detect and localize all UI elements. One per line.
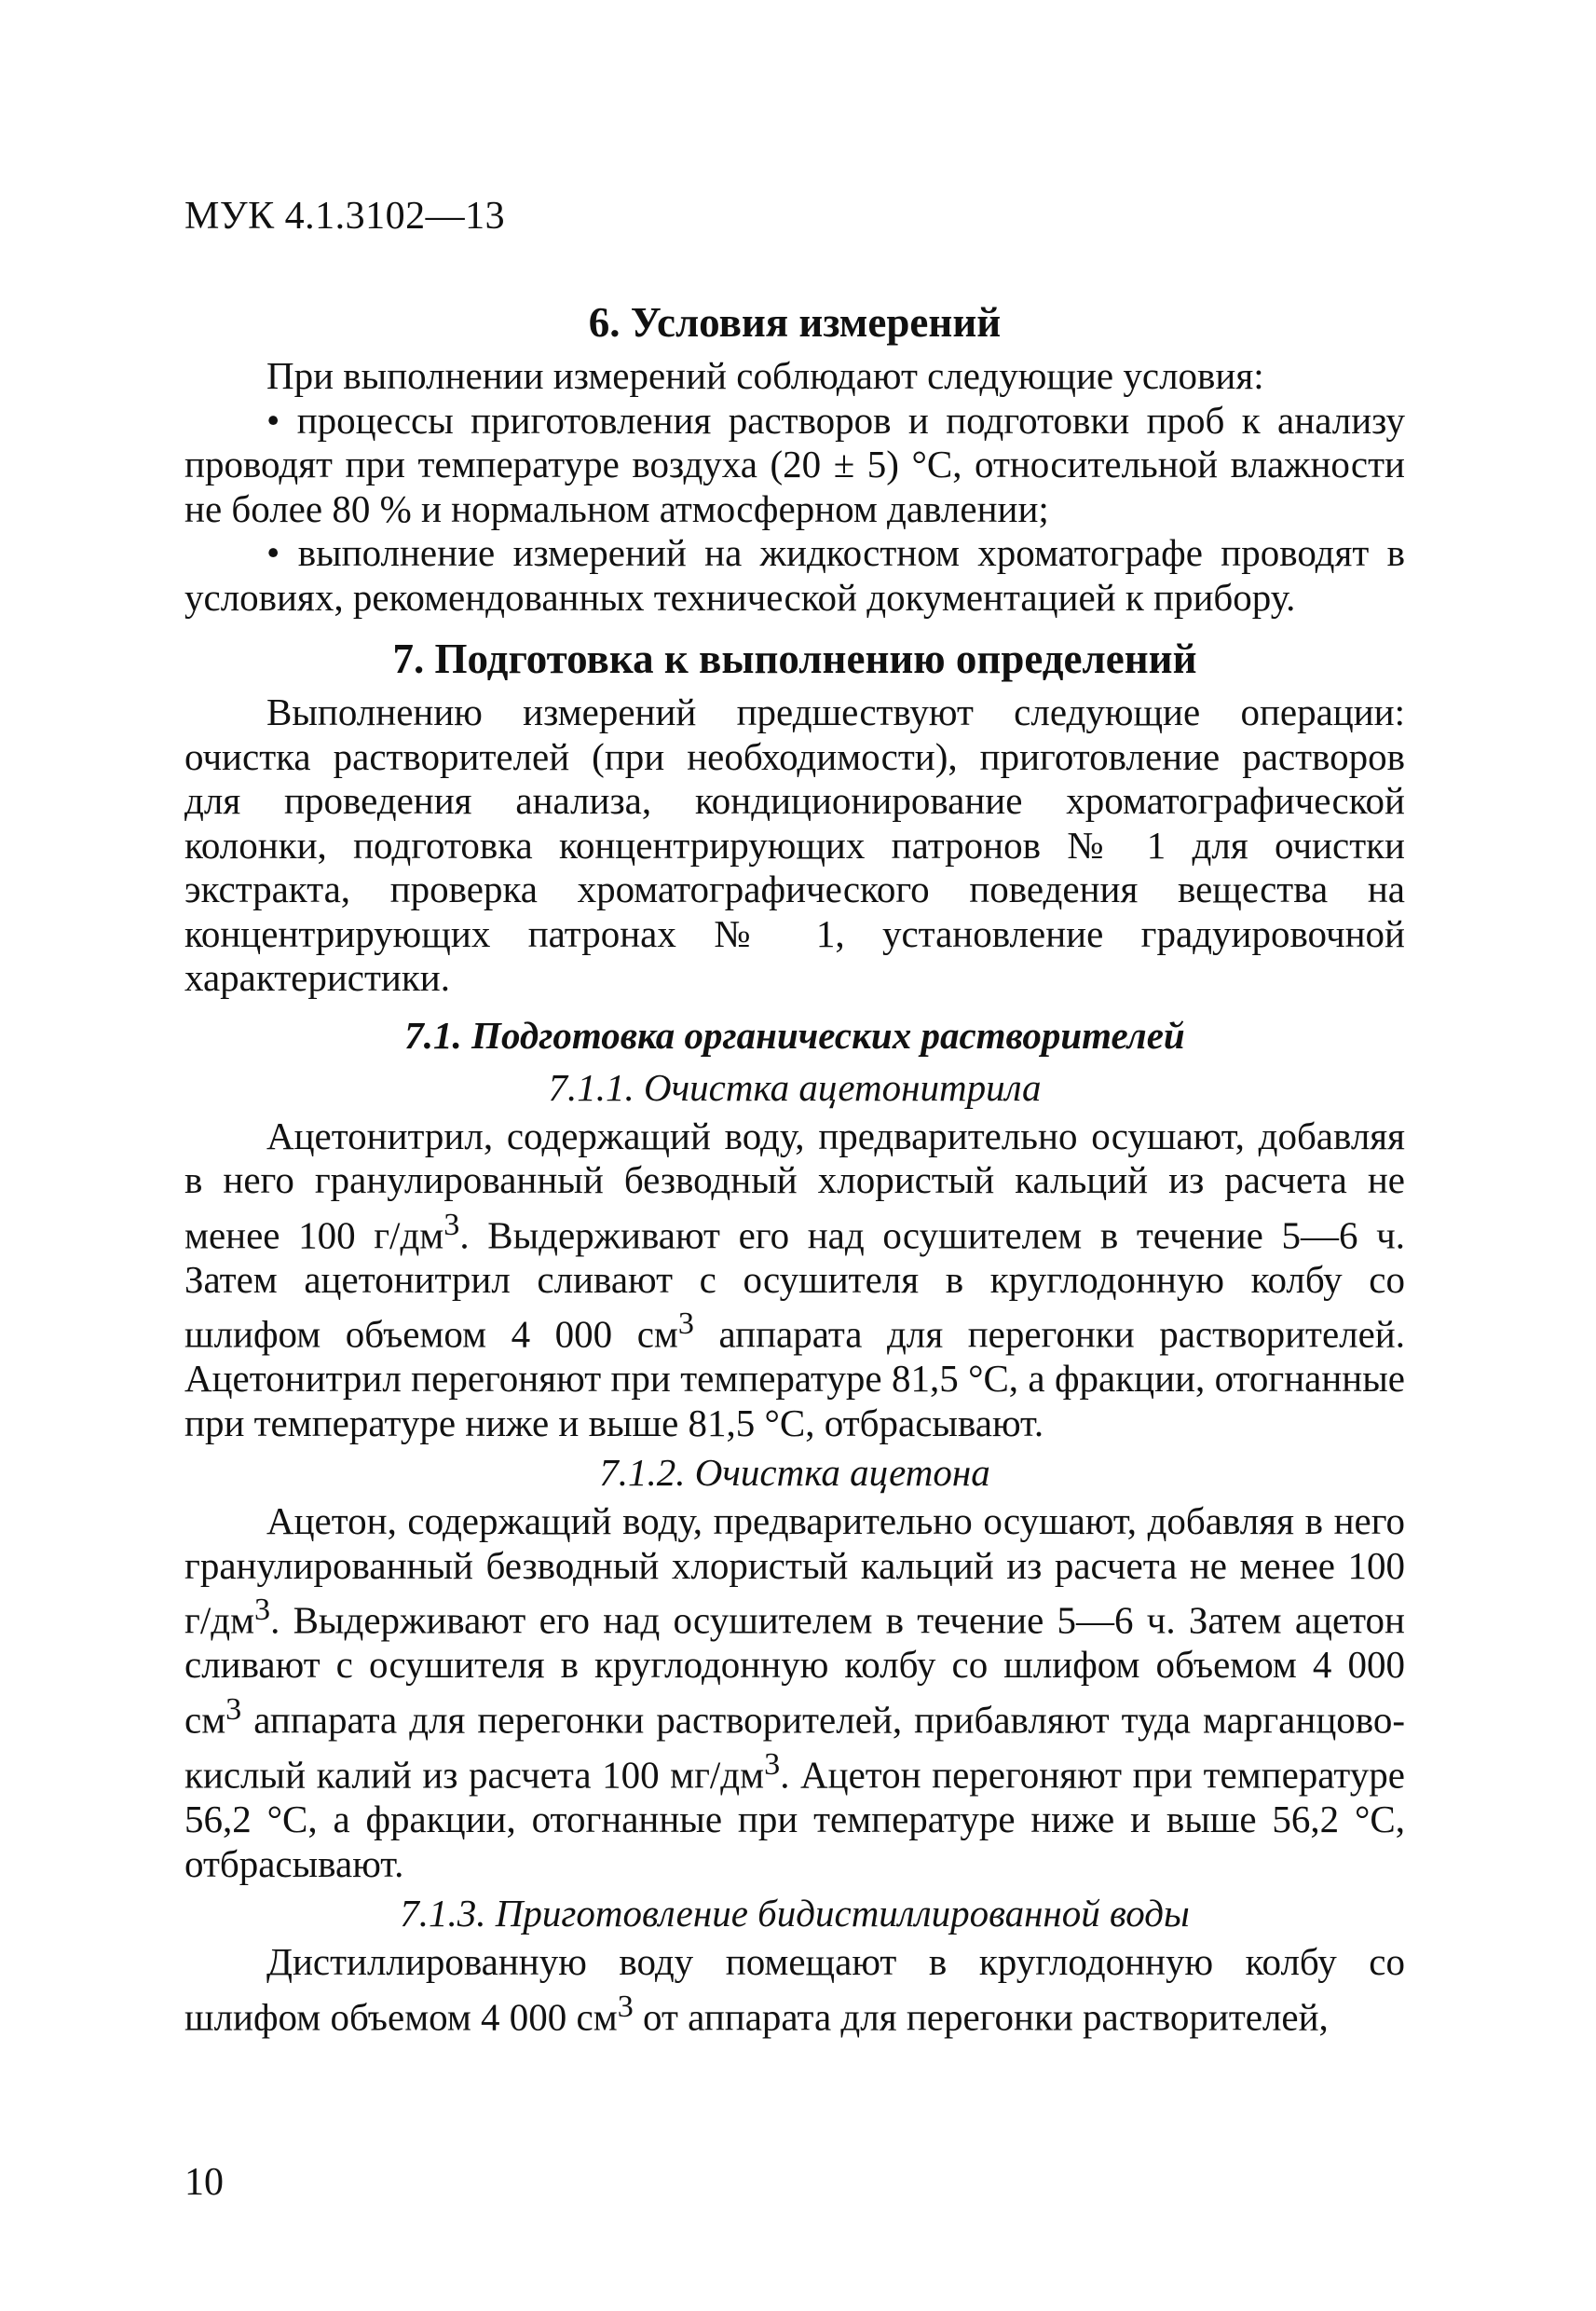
superscript: 3 (225, 1691, 242, 1727)
paragraph-text: . Ацетон перегоняют при температуре 56,2 °С, а фракции, отогнанные при температуре ниже и выше 56,2 °С, отбрасывают. (184, 1753, 1405, 1885)
paragraph-text: аппарата для перегонки растворителей. Ацетонитрил перегоняют при температуре 81,5 °С, а фракции, отогнанные при температуре ниже и выше 81,5 °С, отбрасывают. (184, 1312, 1405, 1444)
paragraph-text: Ацетон, содержащий воду, предварительно осушают, добавляя в него гранулированный безводный хлористый кальций из расчета не менее 100 г/дм (184, 1499, 1405, 1642)
superscript: 3 (254, 1593, 271, 1628)
page-number: 10 (184, 2161, 224, 2204)
section-7-1-1-paragraph (184, 1114, 1405, 1446)
section-6-intro: При выполнении измерений соблюдают следующие условия: (266, 354, 1264, 397)
superscript: 3 (764, 1747, 781, 1783)
paragraph-text: Дистиллированную воду помещают в круглодонную колбу со шлифом объемом 4 000 см (184, 1940, 1405, 2039)
section-6-bullet-1: • процессы приготовления растворов и подготовки проб к анализу проводят при температуре воздуха (20 ± 5) °С, относительной влажности не более 80 % и нормальном атмосферном давлении; (184, 398, 1405, 530)
paragraph-text: от аппарата для перегонки растворителей, (633, 1995, 1329, 2039)
section-6-heading: 6. Условия измерений (588, 299, 1002, 346)
section-7-1-1-heading: 7.1.1. Очистка ацетонитрила (548, 1065, 1042, 1109)
section-7-1-2-heading: 7.1.2. Очистка ацетона (599, 1451, 990, 1495)
page-body (184, 296, 1405, 2040)
superscript: 3 (617, 1989, 634, 2024)
section-6-bullet-2: • выполнение измерений на жидкостном хроматографе проводят в условиях, рекомендованных технической документацией к прибору. (184, 531, 1405, 619)
superscript: 3 (443, 1207, 460, 1242)
section-7-1-3-paragraph (184, 1940, 1405, 2040)
document-code-header: МУК 4.1.3102—13 (184, 195, 506, 238)
paragraph-text: аппарата для перегонки растворителей, прибавляют туда марганцово-кислый калий из расчета 100 мг/дм (184, 1698, 1405, 1797)
paragraph-text: . Выдерживают его над осушителем в течение 5—6 ч. Затем ацетон сливают с осушителя в круглодонную колбу со шлифом объемом 4 000 см (184, 1598, 1405, 1742)
section-7-1-2-paragraph (184, 1499, 1405, 1886)
superscript: 3 (677, 1306, 694, 1342)
paragraph-text: Ацетонитрил, содержащий воду, предварительно осушают, добавляя в него гранулированный безводный хлористый кальций из расчета не менее 100 г/дм (184, 1114, 1405, 1257)
section-7-1-heading: 7.1. Подготовка органических растворителей (404, 1013, 1185, 1057)
section-7-1-3-heading: 7.1.3. Приготовление бидистиллированной воды (400, 1892, 1190, 1935)
section-7-heading: 7. Подготовка к выполнению определений (392, 636, 1197, 682)
section-7-intro: Выполнению измерений предшествуют следующие операции: очистка растворителей (при необходимости), приготовление растворов для проведения анализа, кондиционирование хроматографической колонки, подготовка концентрирующих патронов № 1 для очистки экстракта, проверка хроматографического поведения вещества на концентрирующих патронах № 1, установление градуировочной характеристики. (184, 691, 1405, 999)
paragraph-text: . Выдерживают его над осушителем в течение 5—6 ч. Затем ацетонитрил сливают с осушителя в круглодонную колбу со шлифом объемом 4 000 см (184, 1213, 1405, 1356)
